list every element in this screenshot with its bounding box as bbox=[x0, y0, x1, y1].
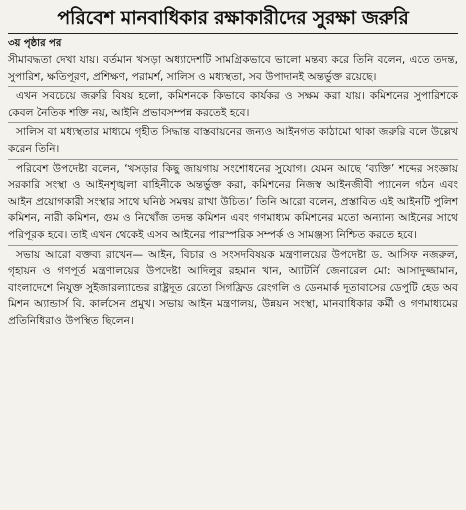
article-paragraph: পরিবেশ উপদেষ্টা বলেন, ‘খসড়ার কিছু জায়গায় সংশোধনের সুযোগ। যেমন আছে ‘ব্যক্তি’ শব্দের সংজ্ঞায় সরকারি সংস্থা ও আইনশৃঙ্খলা বাহিনীকে অন্তর্ভুক্ত করা, কমিশনের নিজস্ব আইনজীবী প্যানেল গঠন এবং আইন প্রয়োগকারী সংস্থার সাথে ঘনিষ্ঠ সমন্বয় রাখা উচিত।’ তিনি আরো বলেন, প্রস্তাবিত এই আইনটি পুলিশ কমিশন, নারী কমিশন, গুম ও নিখোঁজ তদন্ত কমিশন এবং গণমাধ্যম কমিশনের মতো অন্যান্য আইনের সাথে পরিপূরক হবে। তাই এখন থেকেই এসব আইনের পারস্পরিক সম্পর্ক ও সামঞ্জস্য নিশ্চিত করতে হবে। bbox=[8, 162, 458, 241]
headline-bar bbox=[8, 6, 458, 34]
article-paragraph: সভায় আরো বক্তব্য রাখেন— আইন, বিচার ও সংসদবিষয়ক মন্ত্রণালয়ের উপদেষ্টা ড. আসিফ নজরুল, গৃহায়ন ও গণপূর্ত মন্ত্রণালয়ের উপদেষ্টা আদিলুর রহমান খান, অ্যাটর্নি জেনারেল মো: আসাদুজ্জামান, বাংলাদেশে নিযুক্ত সুইজারল্যান্ডের রাষ্ট্রদূত রেতো সিগফ্রিড রেংগলি ও ডেনমার্ক দূতাবাসের ডেপুটি হেড অব মিশন অ্যান্ডার্স বি. কার্লসেন প্রমুখ। সভায় আইন মন্ত্রণালয়, উন্নয়ন সংস্থা, মানবাধিকার কর্মী ও গণমাধ্যমের প্রতিনিধিরাও উপস্থিত ছিলেন। bbox=[8, 248, 458, 327]
paragraph-divider bbox=[8, 86, 458, 87]
paragraph-divider bbox=[8, 122, 458, 123]
article-paragraph: সীমাবদ্ধতা দেখা যায়। বর্তমান খসড়া অধ্যাদেশটি সামগ্রিকভাবে ভালো মন্তব্য করে তিনি বলেন, এতে তদন্ত, সুপারিশ, ক্ষতিপূরণ, প্রশিক্ষণ, পরামর্শ, সালিস ও মধ্যস্থতা, সব উপাদানই অন্তর্ভুক্ত রয়েছে। bbox=[8, 54, 458, 83]
paragraph-divider bbox=[8, 245, 458, 246]
headline: পরিবেশ মানবাধিকার রক্ষাকারীদের সুরক্ষা জরুরি bbox=[57, 7, 409, 29]
paragraph-divider bbox=[8, 159, 458, 160]
continued-from-label: ৩য় পৃষ্ঠার পর bbox=[8, 38, 62, 49]
article-body bbox=[8, 52, 458, 330]
article-paragraph: এখন সবচেয়ে জরুরি বিষয় হলো, কমিশনকে কিভাবে কার্যকর ও সক্ষম করা যায়। কমিশনের সুপারিশকে কেবল নৈতিক শক্তি নয়, আইনি প্রভাবসম্পন্ন করতেই হবে। bbox=[8, 90, 458, 119]
article-paragraph: সালিস বা মধ্যস্থতার মাধ্যমে গৃহীত সিদ্ধান্ত বাস্তবায়নের জন্যও আইনগত কাঠামো থাকা জরুরি বলে উল্লেখ করেন তিনি। bbox=[8, 126, 458, 155]
